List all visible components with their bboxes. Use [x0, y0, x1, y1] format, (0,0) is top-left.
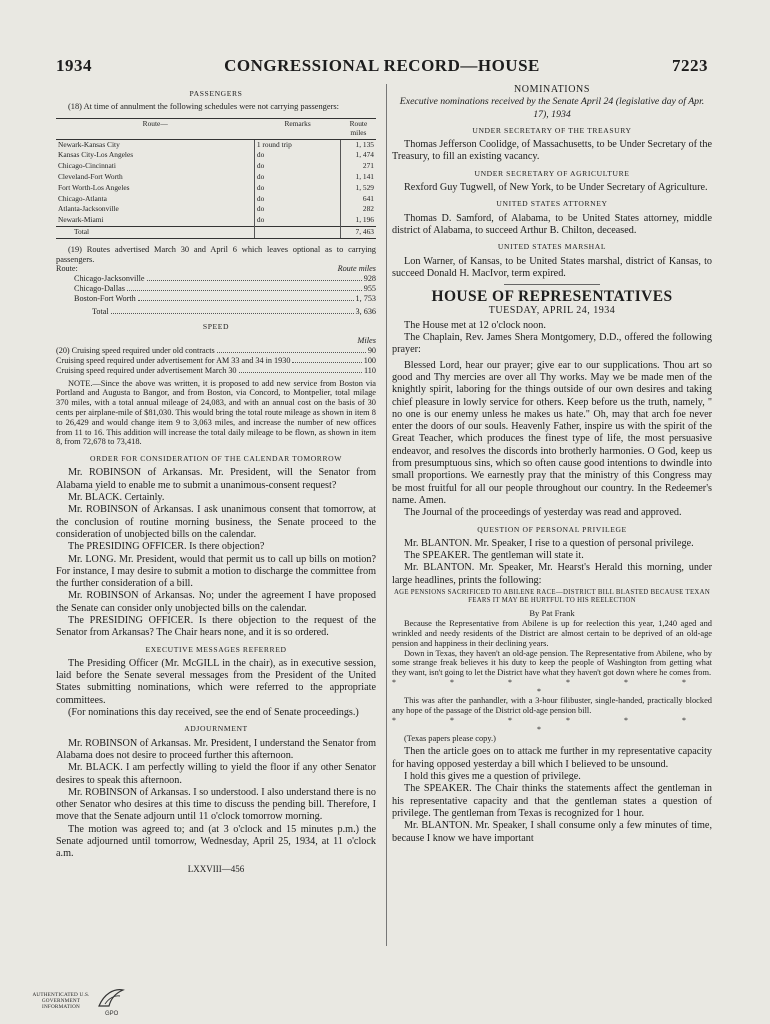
- route-cell: Chicago-Cincinnati: [58, 161, 116, 171]
- adjournment-heading: ADJOURNMENT: [184, 724, 248, 734]
- miles-cell: 1, 196: [355, 215, 374, 225]
- exec-heading: EXECUTIVE MESSAGES REFERRED: [145, 644, 287, 654]
- quote-paragraph: Because the Representative from Abilene is up for reelection this year, 1,240 aged and wrinkled and needy residents of the District are almost certain to be deprived of an old-age pension and happiness in their declining years.: [392, 619, 712, 648]
- paragraph: Mr. BLACK. Certainly.: [68, 492, 165, 504]
- paragraph: Rexford Guy Tugwell, of New York, to be Under Secretary of Agriculture.: [404, 182, 708, 194]
- route-line: Chicago-Jacksonville 928: [74, 274, 376, 284]
- nominations-heading: NOMINATIONS: [513, 84, 591, 95]
- gpo-seal-text: AUTHENTICATED U.S. GOVERNMENT INFORMATION: [32, 992, 90, 1010]
- table-row: [56, 194, 376, 205]
- header-title: CONGRESSIONAL RECORD—HOUSE: [224, 56, 540, 75]
- miles-cell: 1, 474: [355, 150, 374, 160]
- paragraph: The House met at 12 o'clock noon.: [404, 319, 546, 331]
- remarks-cell: do: [254, 150, 340, 161]
- paragraph: I hold this gives me a question of privilege.: [404, 771, 581, 783]
- item-18: (18) At time of annulment the following schedules were not carrying passengers:: [68, 102, 339, 112]
- route-line: Boston-Fort Worth 1, 753: [74, 294, 376, 304]
- passengers-heading: PASSENGERS: [189, 89, 243, 98]
- paragraph: Mr. BLANTON. Mr. Speaker, Mr. Hearst's Herald this morning, under large headlines, prints the following:: [392, 562, 712, 586]
- paragraph: Mr. ROBINSON of Arkansas. I ask unanimous consent that tomorrow, at the conclusion of routine morning business, the Senate proceed to the consideration of unobjected bills on the calendar.: [56, 504, 376, 540]
- remarks-cell: do: [254, 215, 340, 226]
- paragraph: The Presiding Officer (Mr. McGILL in the chair), as in executive session, laid before the Senate several messages from the President of the United States submitting nominations, which were referred to the appropriate committees.: [56, 657, 376, 706]
- routes-total: Total 3, 636: [92, 307, 376, 317]
- gpo-mark: GPO: [105, 1011, 119, 1017]
- table-row: [56, 204, 376, 215]
- remarks-cell: do: [254, 172, 340, 183]
- remarks-cell: do: [254, 204, 340, 215]
- route-miles-label: Route miles: [337, 264, 376, 274]
- speed-line: (20) Cruising speed required under old contracts 90: [56, 345, 376, 355]
- speed-heading: SPEED: [202, 322, 230, 332]
- headline: AGE PENSIONS SACRIFICED TO ABILENE RACE—DISTRICT BILL BLASTED BECAUSE TEXAN FEARS IT MAY BE HURTFUL TO HIS REELECTION: [393, 588, 711, 604]
- miles-cell: 1, 135: [355, 139, 374, 149]
- table-row: [56, 139, 376, 150]
- table-row: [56, 161, 376, 172]
- paragraph: The PRESIDING OFFICER. Is there objection to the request of the Senator from Arkansas? The Chair hears none, and it is so ordered.: [56, 614, 376, 639]
- paragraph: The motion was agreed to; and (at 3 o'clock and 15 minutes p.m.) the Senate adjourned until tomorrow, Wednesday, April 25, 1934, at 11 o'clock a.m.: [56, 823, 376, 860]
- miles-cell: 282: [362, 204, 374, 214]
- order-heading: ORDER FOR CONSIDERATION OF THE CALENDAR TOMORROW: [90, 454, 342, 464]
- house-heading: HOUSE OF REPRESENTATIVES: [431, 288, 673, 306]
- paragraph: Mr. ROBINSON of Arkansas. Mr. President, will the Senator from Alabama yield to enable me to submit a unanimous-consent request?: [56, 467, 376, 491]
- privilege-heading: QUESTION OF PERSONAL PRIVILEGE: [477, 524, 627, 534]
- remarks-cell: do: [254, 183, 340, 194]
- table-total-row: [56, 227, 376, 239]
- route-cell: Fort Worth-Los Angeles: [58, 182, 130, 192]
- paragraph: Mr. ROBINSON of Arkansas. I so understood. I also understand there is no other Senator who desires at this time to discuss the pending bill. Therefore, I move that the Senate adjourn until 11 o'clock tomorrow morning.: [56, 786, 376, 823]
- page-header: [56, 56, 708, 80]
- remarks-cell: do: [254, 194, 340, 205]
- left-column: [56, 84, 376, 875]
- separator-rule: [504, 284, 600, 285]
- paragraph: The SPEAKER. The Chair thinks the statements affect the gentleman in his representative capacity and that the gentleman states a question of privilege. The gentleman from Texas is recognized for 1 hour.: [392, 783, 712, 819]
- byline: By Pat Frank: [529, 607, 575, 618]
- total-label: Total: [56, 227, 254, 239]
- col-route: Route—: [56, 119, 254, 140]
- route-label: Route:: [56, 264, 78, 274]
- paragraph: Mr. BLACK. I am perfectly willing to yield the floor if any other Senator desires to speak this afternoon.: [56, 762, 376, 786]
- route-line: Chicago-Dallas 955: [74, 284, 376, 294]
- header-year: 1934: [56, 56, 92, 75]
- total-value: 7, 463: [341, 227, 376, 239]
- route-cell: Newark-Kansas City: [58, 139, 120, 149]
- routes-table: [56, 118, 376, 239]
- quote-paragraph: Down in Texas, they haven't an old-age pension. The Representative from Abilene, who by some strange freak believes it his duty to keep the people of Washington from getting what they want, isn't going to let the District have what they haven't got down where he comes from.: [392, 648, 712, 678]
- paragraph: Mr. ROBINSON of Arkansas. No; under the agreement I have proposed the Senate can consider only unobjected bills on the calendar.: [56, 590, 376, 614]
- table-row: [56, 172, 376, 183]
- route-cell: Atlanta-Jacksonville: [58, 204, 119, 214]
- speed-line: Cruising speed required under advertisement for AM 33 and 34 in 1930 100: [56, 355, 376, 365]
- paragraph: Thomas D. Samford, of Alabama, to be United States attorney, middle district of Alabama, to succeed Arthur B. Chilton, deceased.: [392, 212, 712, 236]
- ellipsis-stars: * * * * * * *: [392, 715, 712, 734]
- texas-note: (Texas papers please copy.): [404, 733, 496, 743]
- route-cell: Kansas City-Los Angeles: [58, 150, 134, 160]
- miles-label: Miles: [357, 335, 376, 345]
- column-divider: [386, 84, 387, 946]
- gpo-authentication-seal: [30, 982, 130, 1020]
- paragraph: Mr. ROBINSON of Arkansas. Mr. President, I understand the Senator from Alabama does not desire to proceed further this afternoon.: [56, 737, 376, 761]
- paragraph: Mr. BLANTON. Mr. Speaker, I rise to a question of personal privilege.: [404, 537, 694, 549]
- right-column: [392, 84, 712, 845]
- remarks-cell: do: [254, 161, 340, 172]
- paragraph: Mr. LONG. Mr. President, would that permit us to call up bills on motion? For instance, I may desire to submit a motion to discharge the committee from the further consideration of a bill.: [56, 553, 376, 590]
- prayer-paragraph: Blessed Lord, hear our prayer; give ear to our supplications. Thou art so good and Thy mercies are over all Thy works. May we be made men of the knightly spirit, laboring for the things outside of our own desires and taking chief pleasure in lowly service for others. Keep before us the truth, namely, " no one is our enemy unless he makes us hate." Oh, may that arch foe never enter the doors of our souls. Heavenly Father, inspire us with the spirit of the Great Teacher, which produces the finest type of life, the most persuasive endeavor, and resolves the discords into brotherly harmonies. O God, keep us from presumptuous sins, which so often cause good intentions to dwindle into small proportions. We earnestly pray that the ministry of this Congress may be most fruitful for all our people throughout our country. In the Redeemer's name. Amen.: [392, 359, 712, 506]
- miles-cell: 1, 529: [355, 182, 374, 192]
- section-heading: UNDER SECRETARY OF THE TREASURY: [472, 125, 632, 135]
- quote-paragraph: This was after the panhandler, with a 3-hour filibuster, single-handed, practically blocked any hope of the passage of the District old-age pension bill.: [392, 696, 712, 715]
- col-remarks: Remarks: [254, 119, 340, 140]
- remarks-cell: 1 round trip: [254, 139, 340, 150]
- folio: LXXVIII—456: [187, 863, 245, 874]
- route-cell: Chicago-Atlanta: [58, 193, 107, 203]
- paragraph: The Journal of the proceedings of yesterday was read and approved.: [404, 507, 682, 519]
- miles-cell: 641: [362, 193, 374, 203]
- col-miles: Route miles: [341, 119, 376, 140]
- paragraph: Then the article goes on to attack me further in my representative capacity for having opposed yesterday a bill which I believed to be unsound.: [392, 746, 712, 770]
- paragraph: Thomas Jefferson Coolidge, of Massachusetts, to be Under Secretary of the Treasury, to fill an existing vacancy.: [392, 139, 712, 163]
- miles-cell: 1, 141: [355, 172, 374, 182]
- paragraph: The Chaplain, Rev. James Shera Montgomery, D.D., offered the following prayer:: [392, 332, 712, 356]
- miles-cell: 271: [362, 161, 374, 171]
- ellipsis-stars: * * * * * * *: [392, 678, 712, 697]
- gpo-eagle-icon: [96, 984, 126, 1018]
- paragraph: Lon Warner, of Kansas, to be United States marshal, district of Kansas, to succeed Donald H. MacIvor, term expired.: [392, 255, 712, 279]
- date-line: TUESDAY, APRIL 24, 1934: [488, 305, 616, 317]
- section-heading: UNITED STATES MARSHAL: [497, 242, 607, 252]
- route-cell: Newark-Miami: [58, 215, 104, 225]
- speed-line: Cruising speed required under advertisement March 30 110: [56, 365, 376, 375]
- paragraph: The SPEAKER. The gentleman will state it.: [404, 550, 584, 562]
- paragraph: (For nominations this day received, see the end of Senate proceedings.): [68, 707, 359, 719]
- table-row: [56, 215, 376, 226]
- section-heading: UNDER SECRETARY OF AGRICULTURE: [474, 168, 630, 178]
- route-cell: Cleveland-Fort Worth: [58, 172, 123, 182]
- paragraph: Mr. BLANTON. Mr. Speaker, I shall consume only a few minutes of time, because I know we have important: [392, 820, 712, 844]
- note-paragraph: NOTE.—Since the above was written, it is proposed to add new service from Boston via Portland and Augusta to Bangor, and from Boston, via Concord, to Montpelier, total milage 370 miles, with a total annual mileage of 24,083, and with an annual cost on the basis of 30 cents per airplane-mile of $81,030. This would bring the total route mileage as shown in item 8 to 26,429 and would change item 9 to 3,063 miles, and increase the number of new offices from 11 to 16. This addition will increase the total daily mileage to be flown, as shown in item 8, from 72,678 to 73,418.: [56, 378, 376, 447]
- section-heading: UNITED STATES ATTORNEY: [496, 199, 608, 209]
- table-row: [56, 183, 376, 194]
- nominations-subheading: Executive nominations received by the Senate April 24 (legislative day of Apr. 17), 1934: [399, 96, 705, 120]
- header-page-number: 7223: [671, 56, 708, 75]
- paragraph: The PRESIDING OFFICER. Is there objection?: [68, 541, 265, 553]
- table-row: [56, 150, 376, 161]
- route-label-row: [56, 264, 376, 274]
- item-19: (19) Routes advertised March 30 and April 6 which leaves optional as to carrying passengers.: [56, 244, 376, 264]
